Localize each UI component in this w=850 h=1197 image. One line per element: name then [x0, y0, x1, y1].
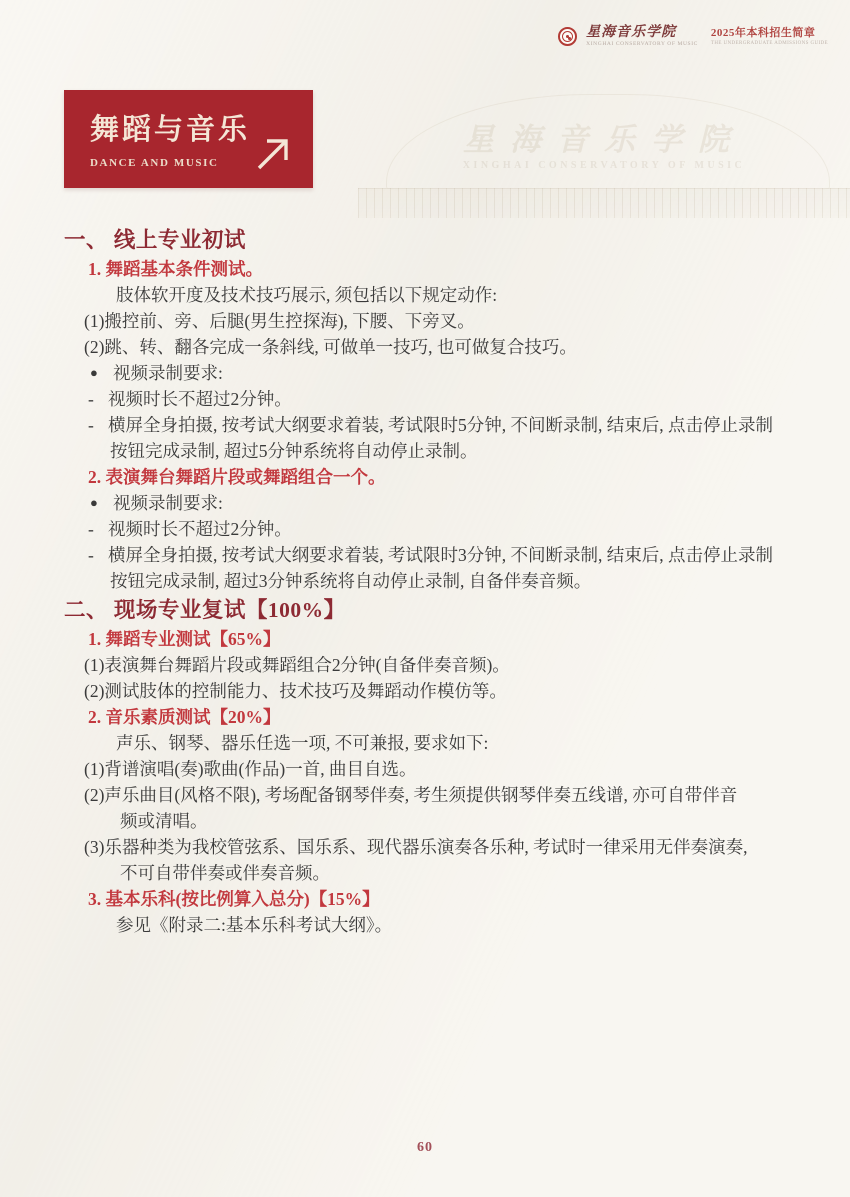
content-line — [64, 594, 790, 626]
line-text: 视频录制要求: — [113, 493, 223, 513]
line-text: (1)搬控前、旁、后腿(男生控探海), 下腰、下旁叉。 — [84, 311, 475, 331]
brochure-title-en: THE UNDERGRADUATE ADMISSIONS GUIDE — [710, 41, 828, 46]
line-text: 视频录制要求: — [113, 363, 223, 383]
line-text: 按钮完成录制, 超过5分钟系统将自动停止录制。 — [110, 441, 478, 461]
watermark-colonnade — [358, 188, 850, 218]
line-text: (1)表演舞台舞蹈片段或舞蹈组合2分钟(自备伴奏音频)。 — [84, 655, 510, 675]
content-line — [64, 912, 790, 938]
line-text: (3)乐器种类为我校管弦系、国乐系、现代器乐演奏各乐种, 考试时一律采用无伴奏演奏, — [84, 837, 748, 857]
content-line — [64, 490, 790, 516]
content-line — [64, 542, 790, 568]
conservatory-name-zh: 星海音乐学院 — [586, 25, 677, 40]
brochure-title-zh: 2025年本科招生简章 — [710, 26, 816, 39]
content-line — [64, 438, 790, 464]
line-text: 1. 舞蹈专业测试【65%】 — [88, 629, 281, 649]
watermark-title: 星海音乐学院 — [463, 122, 745, 157]
line-text: 视频时长不超过2分钟。 — [108, 389, 292, 409]
document-body — [64, 224, 790, 938]
line-text: 1. 舞蹈基本条件测试。 — [88, 259, 263, 279]
dash-marker: - — [88, 389, 94, 409]
conservatory-logo — [586, 26, 698, 48]
line-text: 横屏全身拍摄, 按考试大纲要求着装, 考试限时3分钟, 不间断录制, 结束后, 点击停止录制 — [108, 545, 773, 565]
bullet-marker: ● — [90, 365, 98, 380]
building-watermark — [368, 88, 840, 238]
content-line — [64, 308, 790, 334]
line-text: 按钮完成录制, 超过3分钟系统将自动停止录制, 自备伴奏音频。 — [110, 571, 592, 591]
line-text: (2)测试肢体的控制能力、技术技巧及舞蹈动作模仿等。 — [84, 681, 507, 701]
dash-marker: - — [88, 415, 94, 435]
section-title: 舞蹈与音乐 — [90, 114, 251, 146]
content-line — [64, 834, 790, 860]
conservatory-seal-icon — [558, 27, 577, 46]
line-text: 2. 表演舞台舞蹈片段或舞蹈组合一个。 — [88, 467, 386, 487]
line-text: 频或清唱。 — [120, 811, 208, 831]
watermark-roof-outline — [386, 94, 830, 190]
content-line — [64, 678, 790, 704]
line-text: 肢体软开度及技术技巧展示, 须包括以下规定动作: — [116, 285, 498, 305]
content-line — [64, 782, 790, 808]
content-line — [64, 412, 790, 438]
line-text: (2)跳、转、翻各完成一条斜线, 可做单一技巧, 也可做复合技巧。 — [84, 337, 577, 357]
content-line — [64, 626, 790, 652]
arrow-up-right-icon — [255, 136, 291, 172]
dash-marker: - — [88, 545, 94, 565]
content-line — [64, 652, 790, 678]
line-text: 横屏全身拍摄, 按考试大纲要求着装, 考试限时5分钟, 不间断录制, 结束后, 点击停止录制 — [108, 415, 773, 435]
content-line — [64, 808, 790, 834]
content-line — [64, 860, 790, 886]
content-line — [64, 756, 790, 782]
content-line — [64, 360, 790, 386]
content-line — [64, 464, 790, 490]
content-line — [64, 516, 790, 542]
line-text: (2)声乐曲目(风格不限), 考场配备钢琴伴奏, 考生须提供钢琴伴奏五线谱, 亦可自带伴音 — [84, 785, 738, 805]
conservatory-name-en: XINGHAI CONSERVATORY OF MUSIC — [586, 41, 698, 47]
content-line — [64, 224, 790, 256]
brochure-title — [711, 28, 828, 47]
watermark-subtitle: XINGHAI CONSERVATORY OF MUSIC — [462, 160, 746, 171]
content-line — [64, 886, 790, 912]
line-text: (1)背谱演唱(奏)歌曲(作品)一首, 曲目自选。 — [84, 759, 417, 779]
line-text: 3. 基本乐科(按比例算入总分)【15%】 — [88, 889, 380, 909]
line-text: 声乐、钢琴、器乐任选一项, 不可兼报, 要求如下: — [116, 733, 489, 753]
line-text: 视频时长不超过2分钟。 — [108, 519, 292, 539]
content-line — [64, 334, 790, 360]
content-line — [64, 730, 790, 756]
section-banner — [64, 90, 313, 188]
line-text: 不可自带伴奏或伴奏音频。 — [120, 863, 330, 883]
content-line — [64, 282, 790, 308]
section-subtitle: DANCE AND MUSIC — [90, 157, 219, 169]
header — [558, 26, 828, 48]
bullet-marker: ● — [90, 495, 98, 510]
line-text: 2. 音乐素质测试【20%】 — [88, 707, 281, 727]
content-line — [64, 568, 790, 594]
line-text: 一、 线上专业初试 — [64, 228, 246, 252]
dash-marker: - — [88, 519, 94, 539]
line-text: 参见《附录二:基本乐科考试大纲》。 — [116, 915, 393, 935]
page-number: 60 — [417, 1140, 433, 1155]
content-line — [64, 256, 790, 282]
content-line — [64, 386, 790, 412]
line-text: 二、 现场专业复试【100%】 — [64, 598, 346, 622]
content-line — [64, 704, 790, 730]
